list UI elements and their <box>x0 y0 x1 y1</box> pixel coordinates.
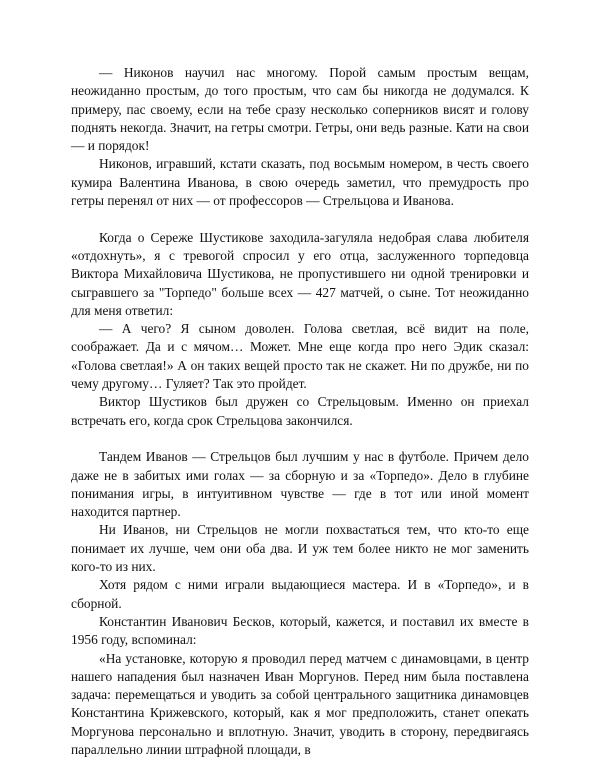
paragraph: Никонов, игравший, кстати сказать, под восьмым номером, в честь своего кумира Валентина Иванова, в свою очередь заметил, что премудрость про гетры перенял от них — от профессоров — Стрельцова и Иванова. <box>71 156 529 209</box>
paragraph: «На установке, которую я проводил перед матчем с динамовцами, в центр нашего нападения был назначен Иван Моргунов. Перед ним была поставлена задача: перемещаться и уводить за собой центрального защитника динамовцев Константина Крижевского, который, как я мог предположить, станет опекать Моргунова персонально и вплотную. Значит, уводить в сторону, передвигаясь параллельно линии штрафной площади, в <box>71 650 529 757</box>
paragraph: — А чего? Я сыном доволен. Голова светлая, всё видит на поле, соображает. Да и с мячом… Может. Мне еще когда про него Эдик сказал: «Голова светлая!» А он таких вещей просто так не скажет. Ни по дружбе, ни по чему другому… Гуляет? Так это пройдет. <box>71 321 529 392</box>
paragraph: Хотя рядом с ними играли выдающиеся мастера. И в «Торпедо», и в сборной. <box>71 577 529 611</box>
document-page <box>71 64 529 759</box>
paragraph: Ни Иванов, ни Стрельцов не могли похвастаться тем, что кто-то еще понимает их лучше, чем они оба два. И уж тем более никто не мог заменить кого-то из них. <box>71 522 529 575</box>
paragraph: — Никонов научил нас многому. Порой самым простым вещам, неожиданно простым, до того простым, что сам бы никогда не додумался. К примеру, пас своему, если на тебе сразу несколько соперников висят и голову поднять некогда. Значит, на гетры смотри. Гетры, они ведь разные. Кати на свои — и порядок! <box>71 65 529 154</box>
paragraph: Тандем Иванов — Стрельцов был лучшим у нас в футболе. Причем дело даже не в забитых ими голах — за сборную и за «Торпедо». Дело в глубине понимания игры, в интуитивном чувстве — где в тот или иной момент находится партнер. <box>71 449 529 520</box>
paragraph: Виктор Шустиков был дружен со Стрельцовым. Именно он приехал встречать его, когда срок Стрельцова закончился. <box>71 394 529 428</box>
paragraph: Когда о Сереже Шустикове заходила-загуляла недобрая слава любителя «отдохнуть», я с тревогой спросил у его отца, заслуженного торпедовца Виктора Михайловича Шустикова, не пропустившего ни одной тренировки и сыгравшего за "Торпедо" больше всех — 427 матчей, о сыне. Тот неожиданно для меня ответил: <box>71 229 529 318</box>
paragraph: Константин Иванович Бесков, который, кажется, и поставил их вместе в 1956 году, вспоминал: <box>71 613 529 648</box>
